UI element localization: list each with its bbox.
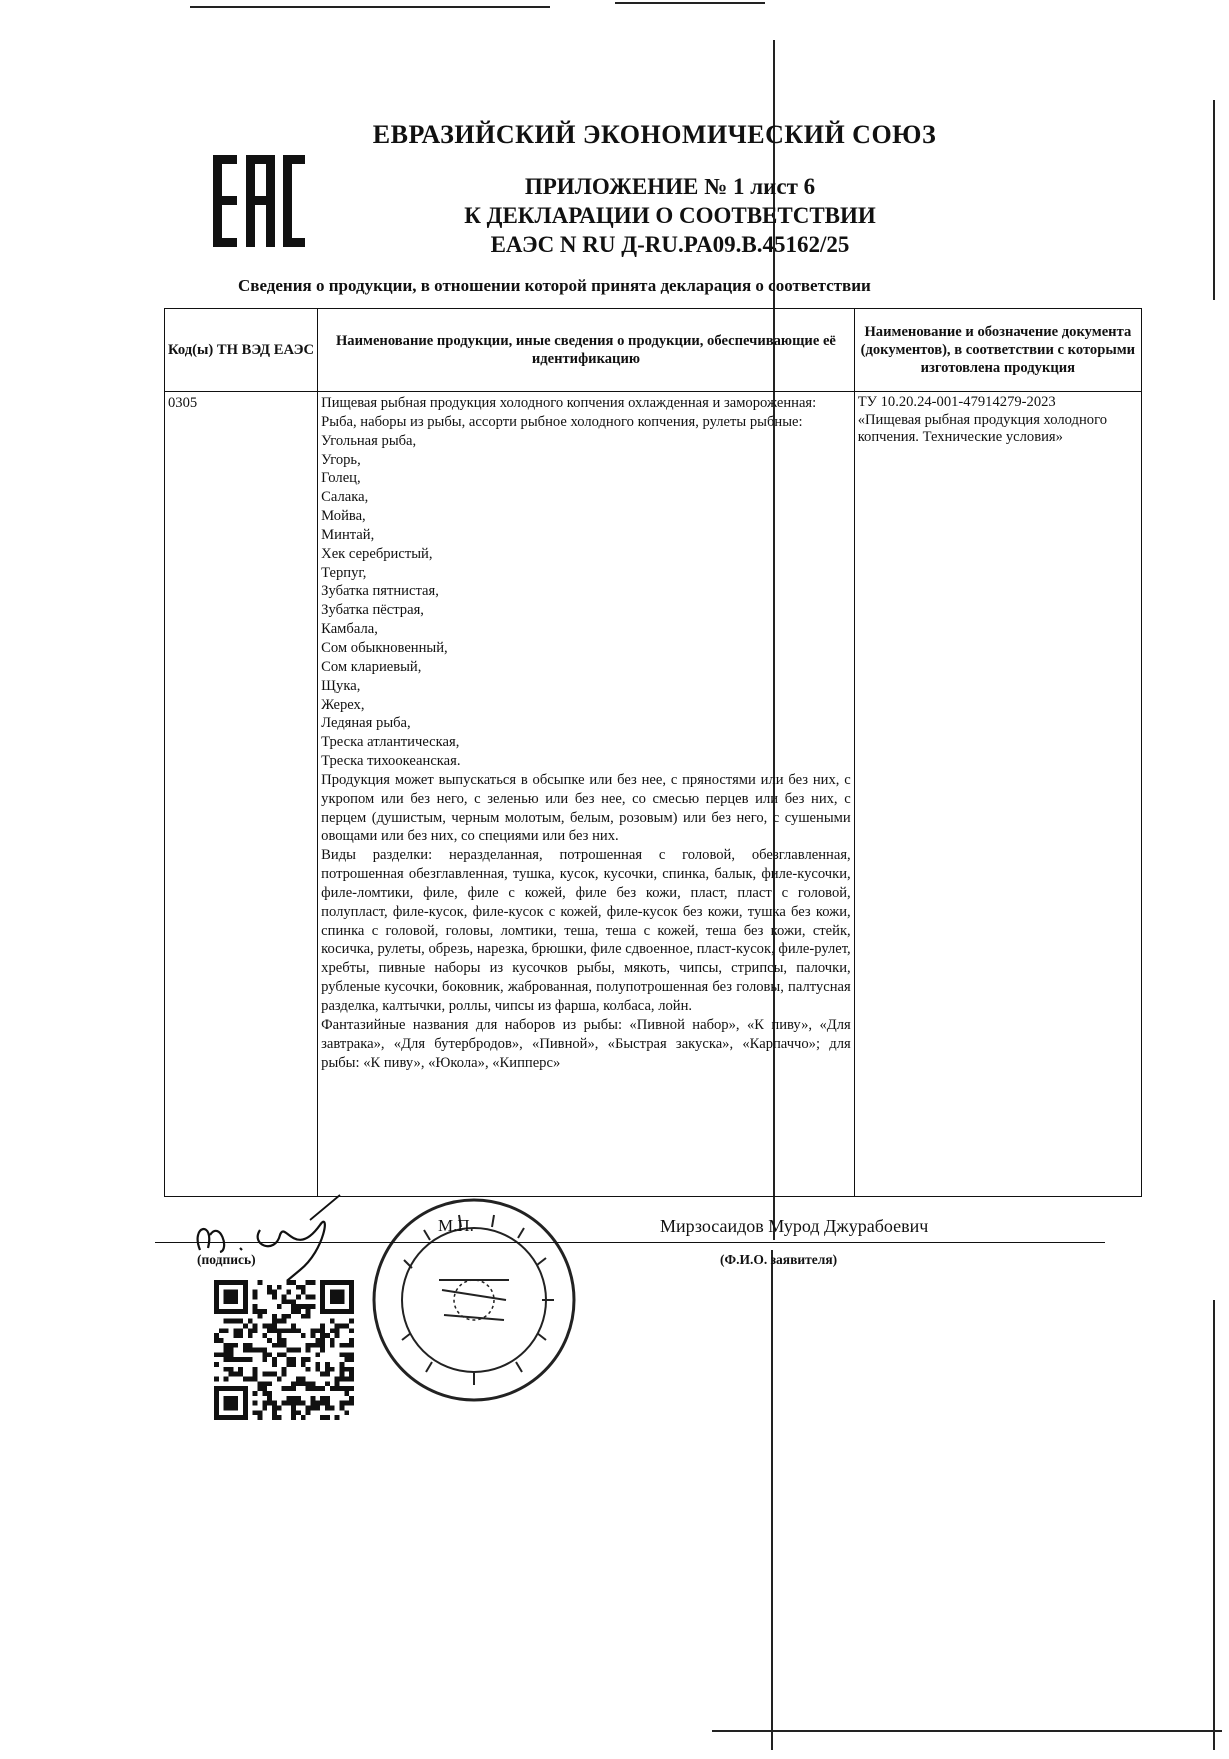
appendix-sheet-title: ПРИЛОЖЕНИЕ № 1 лист 6 xyxy=(524,174,816,199)
fantasy-names: Фантазийные названия для наборов из рыбы: «Пивной набор», «К пиву», «Для завтрака», «Для бутербродов», «Пивной», «Быстрая закуска», «Карпаччо»; для рыбы: «К пиву», «Юкола», «Кипперс» xyxy=(321,1016,851,1071)
fish-list-item: Сом клариевый, xyxy=(321,658,422,675)
fish-list-item: Сом обыкновенный, xyxy=(321,639,448,656)
header-code: Код(ы) ТН ВЭД ЕАЭС xyxy=(165,309,318,392)
intro-text: Сведения о продукции, в отношении которой принята декларация о соответствии xyxy=(238,276,871,295)
fish-list-item: Хек серебристый, xyxy=(321,545,433,562)
fish-list xyxy=(321,432,851,771)
fish-list-item: Терпуг, xyxy=(321,564,367,581)
standard-code: ТУ 10.20.24-001-47914279-2023 xyxy=(857,394,1056,410)
fish-list-item: Минтай, xyxy=(321,526,375,543)
standard-name: «Пищевая рыбная продукция холодного копчения. Технические условия» xyxy=(857,411,1108,445)
applicant-caption: (Ф.И.О. заявителя) xyxy=(720,1252,838,1267)
fish-list-item: Угольная рыба, xyxy=(321,432,417,449)
signature-caption: (подпись) xyxy=(197,1252,256,1267)
scan-artifact-top-line xyxy=(615,2,765,4)
table-header-row xyxy=(165,309,1142,392)
applicant-underline xyxy=(645,1242,1105,1243)
fish-list-item: Угорь, xyxy=(321,451,361,468)
header-standard: Наименование и обозначение документа (документов), в соответствии с которыми изготовлена продукция xyxy=(854,309,1141,392)
fish-list-item: Зубатка пёстрая, xyxy=(321,602,424,619)
appendix-declaration-title: К ДЕКЛАРАЦИИ О СООТВЕТСТВИИ xyxy=(464,203,876,228)
fish-list-item: Щука, xyxy=(321,677,361,694)
stamp-label: М.П. xyxy=(438,1216,474,1235)
header-product: Наименование продукции, иные сведения о продукции, обеспечивающие её идентификацию xyxy=(318,309,855,392)
cell-code: 0305 xyxy=(165,392,318,1197)
product-table xyxy=(164,308,1142,1197)
fish-list-item: Зубатка пятнистая, xyxy=(321,583,439,600)
declaration-number: ЕАЭС N RU Д-RU.PA09.B.45162/25 xyxy=(490,232,850,257)
scan-artifact-bottom-line xyxy=(712,1730,1222,1732)
cell-product xyxy=(318,392,855,1197)
product-types: Рыба, наборы из рыбы, ассорти рыбное холодного копчения, рулеты рыбные: xyxy=(321,413,803,430)
organization-title: ЕВРАЗИЙСКИЙ ЭКОНОМИЧЕСКИЙ СОЮЗ xyxy=(372,120,937,149)
qr-code xyxy=(214,1280,354,1420)
cell-standard xyxy=(854,392,1141,1197)
release-forms: Продукция может выпускаться в обсыпке или без нее, с пряностями или без них, с укропом или без него, с зеленью или без нее, со смесью перцев или без них, с перцем (душистым, черным молотым, белым, розовым) или без него, с сушеными овощами или без них, со специями или без них. xyxy=(321,771,851,845)
fish-list-item: Треска тихоокеанская. xyxy=(321,753,461,770)
fish-list-item: Ледяная рыба, xyxy=(321,715,411,732)
product-intro: Пищевая рыбная продукция холодного копчения охлажденная и замороженная: xyxy=(321,395,817,411)
fish-list-item: Камбала, xyxy=(321,621,378,638)
table-row xyxy=(165,392,1142,1197)
fish-list-item: Треска атлантическая, xyxy=(321,734,460,751)
fish-list-item: Мойва, xyxy=(321,508,366,525)
signature-underline xyxy=(155,1242,405,1243)
scan-artifact-right-edge xyxy=(1213,1300,1215,1750)
fish-list-item: Салака, xyxy=(321,489,369,506)
fish-list-item: Голец, xyxy=(321,470,361,487)
eac-logo xyxy=(213,155,305,247)
scan-artifact-top-line xyxy=(190,6,550,8)
organization-seal xyxy=(364,1190,584,1410)
fish-list-item: Жерех, xyxy=(321,696,365,713)
applicant-name: Мирзосаидов Мурод Джурабоевич xyxy=(660,1216,929,1236)
stamp-underline xyxy=(405,1242,645,1243)
scan-artifact-vertical-line xyxy=(771,1250,773,1750)
cut-types: Виды разделки: неразделанная, потрошенная с головой, обезглавленная, потрошенная обезглавленная, тушка, кусок, кусочки, спинка, балык, филе-кусочки, филе-ломтики, филе, филе с кожей, филе без кожи, пласт, пласт с головой, полупласт, филе-кусок, филе-кусок с кожей, филе-кусок без кожи, тушка без кожи, спинка с головой, головы, ломтики, теша, теша с кожей, теша без кожи, стейк, косичка, рулеты, обрезь, нарезка, брюшки, филе сдвоенное, пласт-кусок, филе-рулет, хребты, пивные наборы из кусочков рыбы, мякоть, чипсы, стрипсы, палочки, рубленые кусочки, боковник, жаброванная, полупотрошенная без головы, палтусная разделка, калтычки, роллы, чипсы из фарша, колбаса, лойн. xyxy=(321,847,851,1014)
